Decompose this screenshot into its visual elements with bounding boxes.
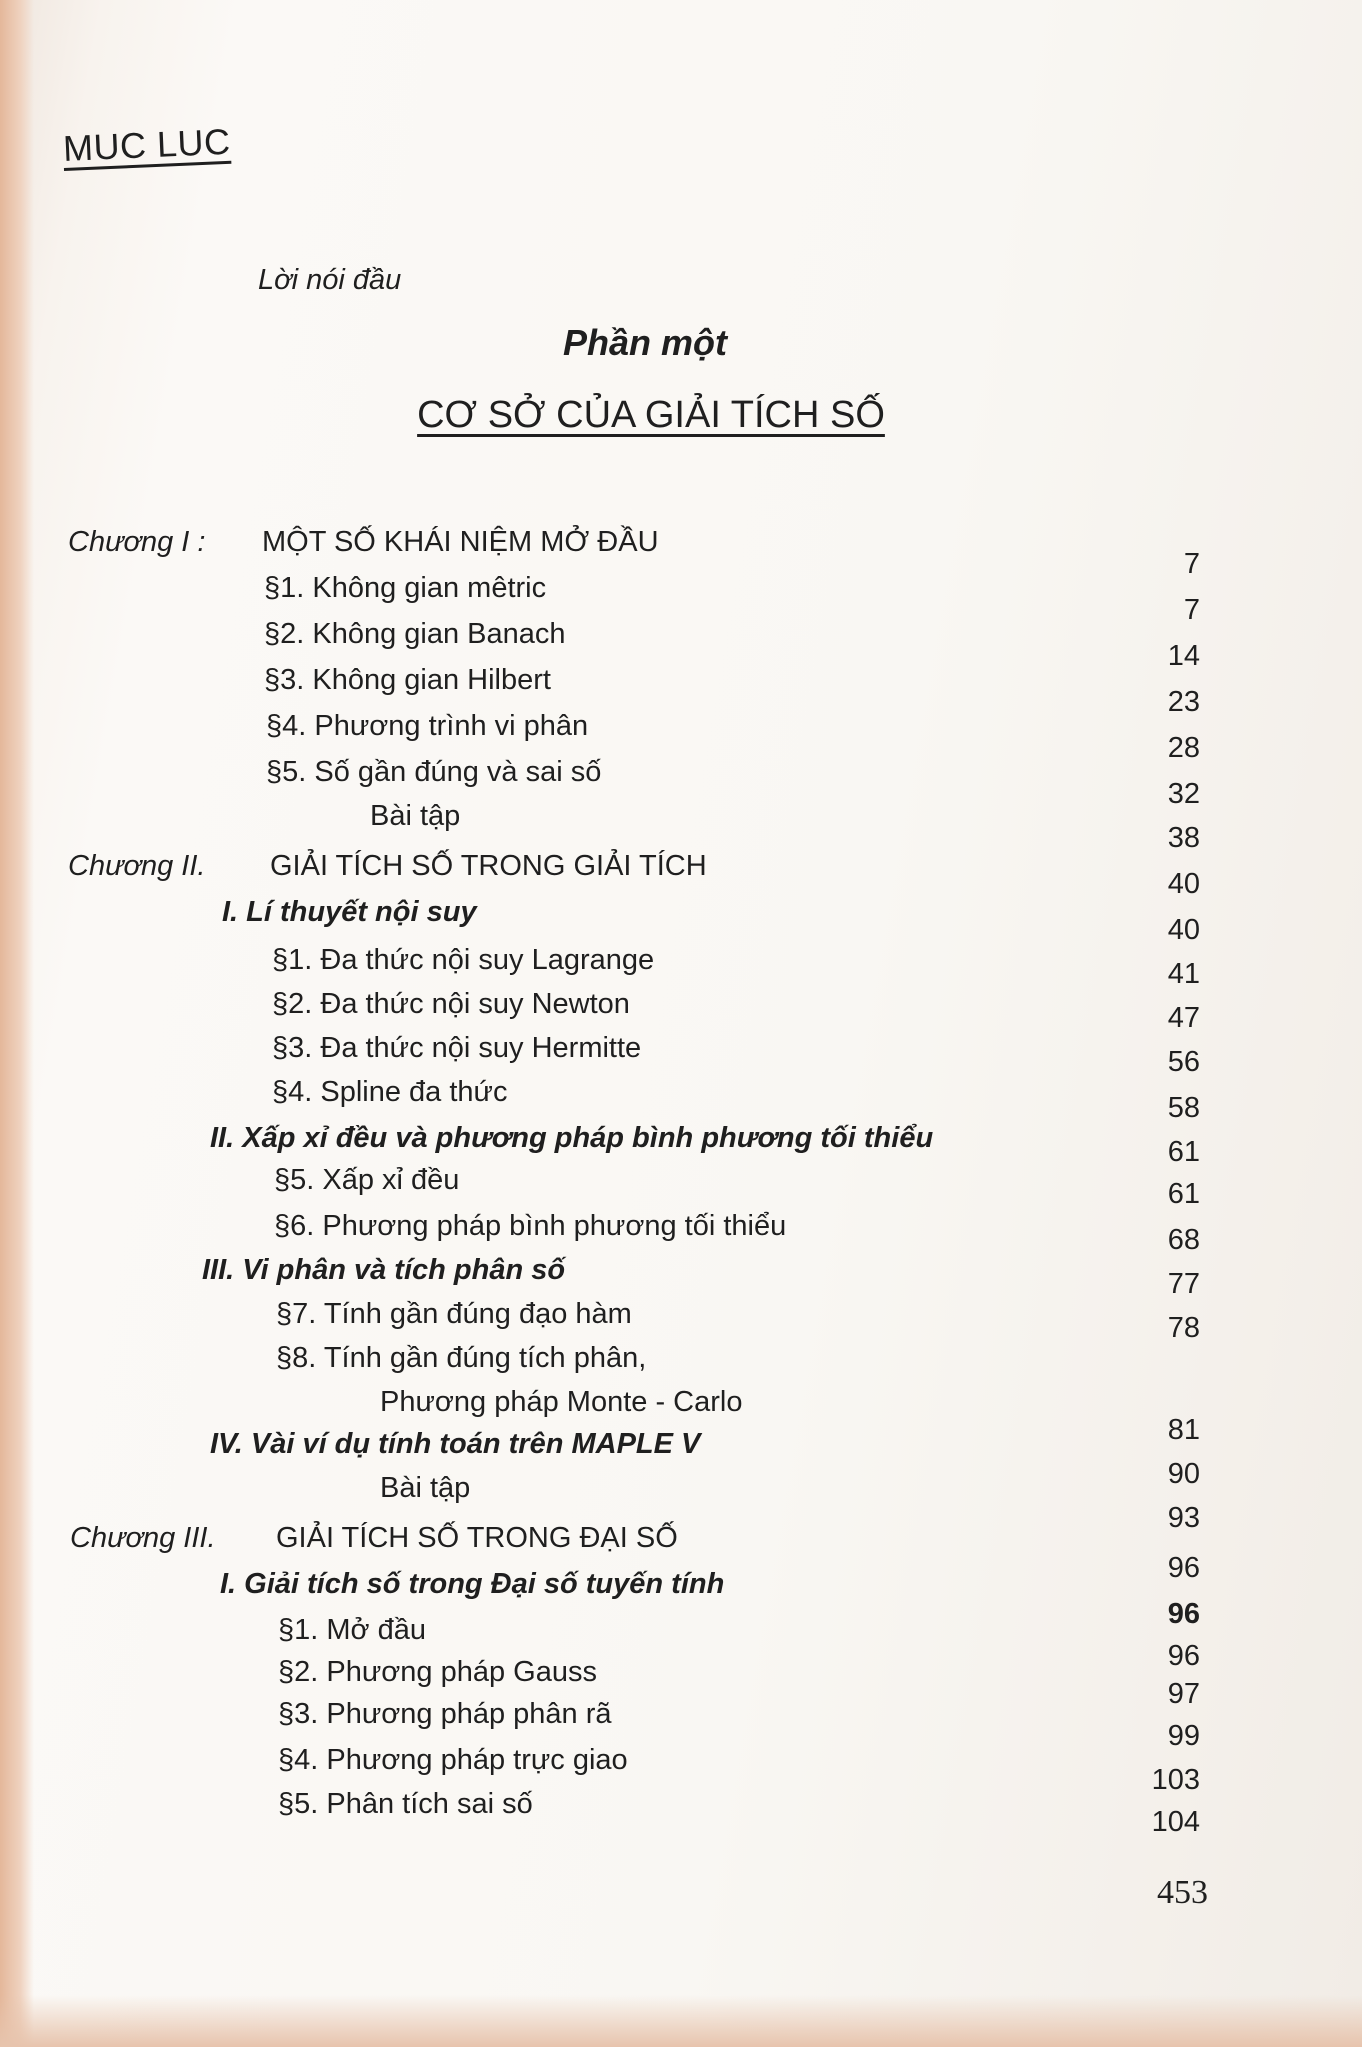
toc-row [0, 1740, 1362, 1796]
toc-row-chapter-2 [0, 846, 1362, 900]
section-title: §2. Đa thức nội suy Newton [272, 988, 630, 1020]
toc-row [0, 1072, 1362, 1124]
toc-row [0, 1338, 1362, 1378]
page-ref: 23 [1167, 686, 1200, 718]
toc-row [0, 660, 1362, 718]
page-ref: 61 [1167, 1136, 1200, 1168]
chapter-title: MỘT SỐ KHÁI NIỆM MỞ ĐẦU [262, 526, 659, 558]
toc-row [0, 796, 1362, 854]
chapter-label: Chương I : [68, 526, 206, 558]
toc-row [0, 1652, 1362, 1710]
toc-row [0, 1294, 1362, 1344]
page-ref: 77 [1167, 1268, 1200, 1300]
toc-row [0, 706, 1362, 764]
page-ref: 103 [1151, 1764, 1200, 1796]
page-ref: 58 [1167, 1092, 1200, 1124]
page-ref: 61 [1167, 1178, 1200, 1210]
subpart-title: I. Giải tích số trong Đại số tuyến tính [220, 1568, 725, 1600]
section-title: §5. Xấp xỉ đều [274, 1164, 460, 1196]
subpart-title: I. Lí thuyết nội suy [222, 896, 477, 928]
page-ref: 32 [1167, 778, 1200, 810]
page-bottom-shadow [0, 1995, 1362, 2047]
section-title: §5. Phân tích sai số [278, 1788, 533, 1820]
section-title: §4. Spline đa thức [272, 1076, 508, 1108]
section-title: §5. Số gần đúng và sai số [266, 756, 602, 788]
page-ref: 104 [1151, 1806, 1200, 1838]
page-ref: 99 [1167, 1720, 1200, 1752]
page-ref: 93 [1167, 1502, 1200, 1534]
subpart-title: IV. Vài ví dụ tính toán trên MAPLE V [210, 1428, 701, 1460]
page-ref: 81 [1167, 1414, 1200, 1446]
toc-row [0, 1468, 1362, 1534]
section-title-continued: Phương pháp Monte - Carlo [380, 1386, 743, 1418]
exercises-title: Bài tập [380, 1472, 471, 1504]
page-ref: 38 [1167, 822, 1200, 854]
toc-row [0, 568, 1362, 626]
page-ref: 96 [1167, 1552, 1200, 1584]
page-ref: 7 [1183, 594, 1200, 626]
part-title: Phần một [562, 322, 727, 363]
toc-row-chapter-1 [0, 522, 1362, 580]
chapter-title: GIẢI TÍCH SỐ TRONG GIẢI TÍCH [270, 850, 707, 882]
part-subtitle: CƠ SỞ CỦA GIẢI TÍCH SỐ [417, 394, 885, 436]
page-ref: 28 [1167, 732, 1200, 764]
toc-row [0, 1206, 1362, 1256]
toc-row [0, 1028, 1362, 1078]
section-title: §4. Phương pháp trực giao [278, 1744, 628, 1776]
section-title: §4. Phương trình vi phân [266, 710, 589, 742]
chapter-title: GIẢI TÍCH SỐ TRONG ĐẠI SỐ [276, 1522, 678, 1554]
section-title: §3. Phương pháp phân rã [278, 1698, 612, 1730]
section-title: §7. Tính gần đúng đạo hàm [276, 1298, 632, 1330]
toc-row-subpart [0, 1118, 1362, 1168]
page-ref: 7 [1183, 548, 1200, 580]
toc-row [0, 1784, 1362, 1838]
toc-header: MUC LUC [62, 120, 232, 170]
toc-row [0, 752, 1362, 810]
page-ref: 56 [1167, 1046, 1200, 1078]
page-ref: 40 [1167, 868, 1200, 900]
toc-row-subpart [0, 892, 1362, 946]
page-ref: 96 [1167, 1640, 1200, 1672]
page-ref: 47 [1167, 1002, 1200, 1034]
section-title: §1. Không gian mêtric [264, 572, 547, 604]
toc-row [0, 984, 1362, 1034]
section-title: §2. Phương pháp Gauss [278, 1656, 597, 1688]
page-ref: 40 [1167, 914, 1200, 946]
subpart-title: II. Xấp xỉ đều và phương pháp bình phương tối thiểu [210, 1122, 934, 1154]
chapter-label: Chương II. [68, 850, 206, 882]
section-title: §3. Không gian Hilbert [264, 664, 551, 696]
toc-row [0, 1694, 1362, 1752]
toc-row [0, 614, 1362, 672]
page-ref: 78 [1167, 1312, 1200, 1344]
page-ref: 68 [1167, 1224, 1200, 1256]
page-ref: 97 [1167, 1678, 1200, 1710]
section-title: §2. Không gian Banach [264, 618, 566, 650]
section-title: §6. Phương pháp bình phương tối thiểu [274, 1210, 787, 1242]
page-ref: 90 [1167, 1458, 1200, 1490]
section-title: §1. Đa thức nội suy Lagrange [272, 944, 655, 976]
toc-row-subpart [0, 1250, 1362, 1300]
page-ref: 41 [1167, 958, 1200, 990]
page-ref: 14 [1167, 640, 1200, 672]
toc-row [0, 1160, 1362, 1210]
page-ref: 96 [1167, 1598, 1200, 1630]
exercises-title: Bài tập [370, 800, 461, 832]
chapter-label: Chương III. [70, 1522, 216, 1554]
page-number: 453 [1157, 1874, 1208, 1911]
toc-row [0, 940, 1362, 990]
subpart-title: III. Vi phân và tích phân số [202, 1254, 566, 1286]
preface-entry: Lời nói đầu [258, 264, 402, 296]
section-title: §3. Đa thức nội suy Hermitte [272, 1032, 642, 1064]
section-title: §8. Tính gần đúng tích phân, [276, 1342, 647, 1374]
section-title: §1. Mở đầu [278, 1614, 426, 1646]
